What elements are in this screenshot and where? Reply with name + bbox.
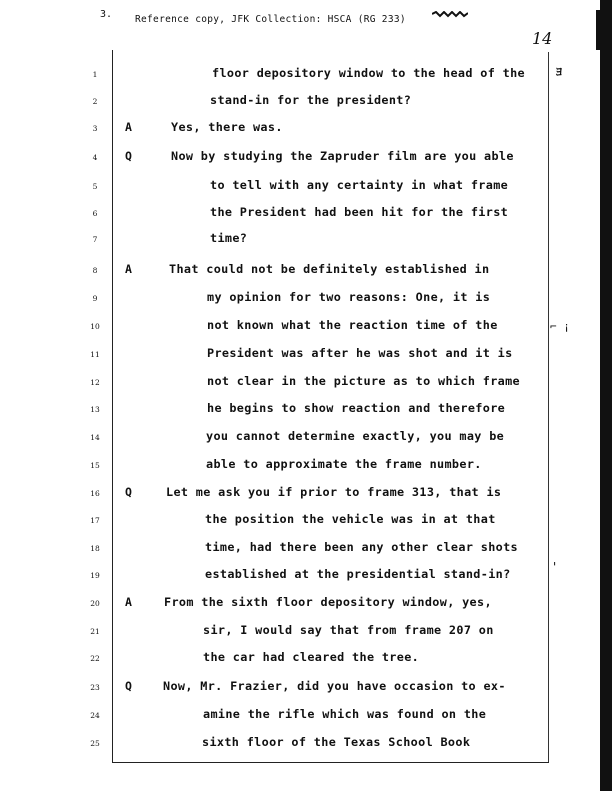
transcript-line bbox=[0, 178, 600, 198]
transcript-line bbox=[0, 595, 600, 615]
line-text: sixth floor of the Texas School Book bbox=[202, 735, 471, 749]
line-text: to tell with any certainty in what frame bbox=[210, 178, 509, 192]
transcript-line bbox=[0, 401, 600, 421]
line-text: sir, I would say that from frame 207 on bbox=[203, 623, 494, 637]
line-text: not known what the reaction time of the bbox=[207, 318, 498, 332]
line-text: the President had been hit for the first bbox=[210, 205, 509, 219]
line-text: my opinion for two reasons: One, it is bbox=[207, 290, 491, 304]
margin-mark: ' bbox=[551, 560, 559, 574]
line-text: amine the rifle which was found on the bbox=[203, 707, 487, 721]
line-text: That could not be definitely established in bbox=[169, 262, 490, 276]
line-number: 1 bbox=[92, 70, 98, 79]
corner-mark: 3. bbox=[100, 9, 113, 20]
line-number: 9 bbox=[92, 294, 98, 303]
transcript-line bbox=[0, 205, 600, 225]
line-text: floor depository window to the head of the bbox=[212, 66, 525, 80]
transcript-line bbox=[0, 485, 600, 505]
line-text: Now by studying the Zapruder film are you able bbox=[171, 149, 514, 163]
line-number: 21 bbox=[90, 627, 100, 636]
transcript-line bbox=[0, 707, 600, 727]
transcript-line bbox=[0, 679, 600, 699]
line-number: 2 bbox=[92, 97, 98, 106]
margin-mark: ﾖ bbox=[556, 65, 563, 79]
document-header: Reference copy, JFK Collection: HSCA (RG 233) bbox=[135, 14, 406, 25]
line-number: 18 bbox=[90, 544, 100, 553]
speaker-label: A bbox=[125, 262, 132, 276]
line-number: 3 bbox=[92, 124, 98, 133]
line-number: 5 bbox=[92, 182, 98, 191]
line-number: 14 bbox=[90, 433, 100, 442]
line-number: 15 bbox=[90, 461, 100, 470]
line-number: 19 bbox=[90, 571, 100, 580]
line-text: the position the vehicle was in at that bbox=[205, 512, 496, 526]
line-number: 8 bbox=[92, 266, 98, 275]
speaker-label: Q bbox=[125, 149, 132, 163]
transcript-line bbox=[0, 66, 600, 86]
line-number: 7 bbox=[92, 235, 98, 244]
scan-edge-notch bbox=[596, 10, 602, 50]
speaker-label: A bbox=[125, 120, 132, 134]
line-number: 12 bbox=[90, 378, 100, 387]
transcript-line bbox=[0, 623, 600, 643]
transcript-line bbox=[0, 120, 600, 140]
line-number: 17 bbox=[90, 516, 100, 525]
line-number: 23 bbox=[90, 683, 100, 692]
line-number: 4 bbox=[92, 153, 98, 162]
line-number: 25 bbox=[90, 739, 100, 748]
transcript-line bbox=[0, 262, 600, 282]
speaker-label: Q bbox=[125, 679, 132, 693]
line-text: stand-in for the president? bbox=[210, 93, 412, 107]
transcript-line bbox=[0, 512, 600, 532]
page-number: 14 bbox=[532, 29, 553, 48]
transcript-line bbox=[0, 429, 600, 449]
transcript-line bbox=[0, 149, 600, 169]
line-text: able to approximate the frame number. bbox=[206, 457, 482, 471]
line-text: established at the presidential stand-in? bbox=[205, 567, 511, 581]
line-text: not clear in the picture as to which frame bbox=[207, 374, 520, 388]
transcript-line bbox=[0, 290, 600, 310]
line-text: time, had there been any other clear shots bbox=[205, 540, 518, 554]
transcript-line bbox=[0, 318, 600, 338]
transcript-line bbox=[0, 346, 600, 366]
transcript-line bbox=[0, 567, 600, 587]
line-text: the car had cleared the tree. bbox=[203, 650, 420, 664]
bottom-rule bbox=[112, 762, 549, 763]
transcript-line bbox=[0, 457, 600, 477]
line-number: 11 bbox=[90, 350, 100, 359]
transcript-line bbox=[0, 735, 600, 755]
transcript-line bbox=[0, 231, 600, 251]
line-number: 13 bbox=[90, 405, 100, 414]
transcript-line bbox=[0, 374, 600, 394]
line-text: he begins to show reaction and therefore bbox=[207, 401, 506, 415]
line-text: Yes, there was. bbox=[171, 120, 283, 134]
line-text: From the sixth floor depository window, yes, bbox=[164, 595, 492, 609]
speaker-label: A bbox=[125, 595, 132, 609]
line-text: Now, Mr. Frazier, did you have occasion to ex- bbox=[163, 679, 506, 693]
transcript-line bbox=[0, 650, 600, 670]
line-text: time? bbox=[210, 231, 248, 245]
redaction-scribble bbox=[432, 11, 468, 18]
transcript-line bbox=[0, 93, 600, 113]
line-number: 16 bbox=[90, 489, 100, 498]
line-number: 24 bbox=[90, 711, 100, 720]
margin-mark: ⌐ ¡ bbox=[550, 320, 570, 333]
line-text: President was after he was shot and it is bbox=[207, 346, 513, 360]
line-text: Let me ask you if prior to frame 313, that is bbox=[166, 485, 502, 499]
scan-edge-bar bbox=[600, 0, 612, 791]
line-number: 20 bbox=[90, 599, 100, 608]
line-text: you cannot determine exactly, you may be bbox=[206, 429, 505, 443]
line-number: 22 bbox=[90, 654, 100, 663]
transcript-line bbox=[0, 540, 600, 560]
line-number: 6 bbox=[92, 209, 98, 218]
speaker-label: Q bbox=[125, 485, 132, 499]
line-number: 10 bbox=[90, 322, 100, 331]
